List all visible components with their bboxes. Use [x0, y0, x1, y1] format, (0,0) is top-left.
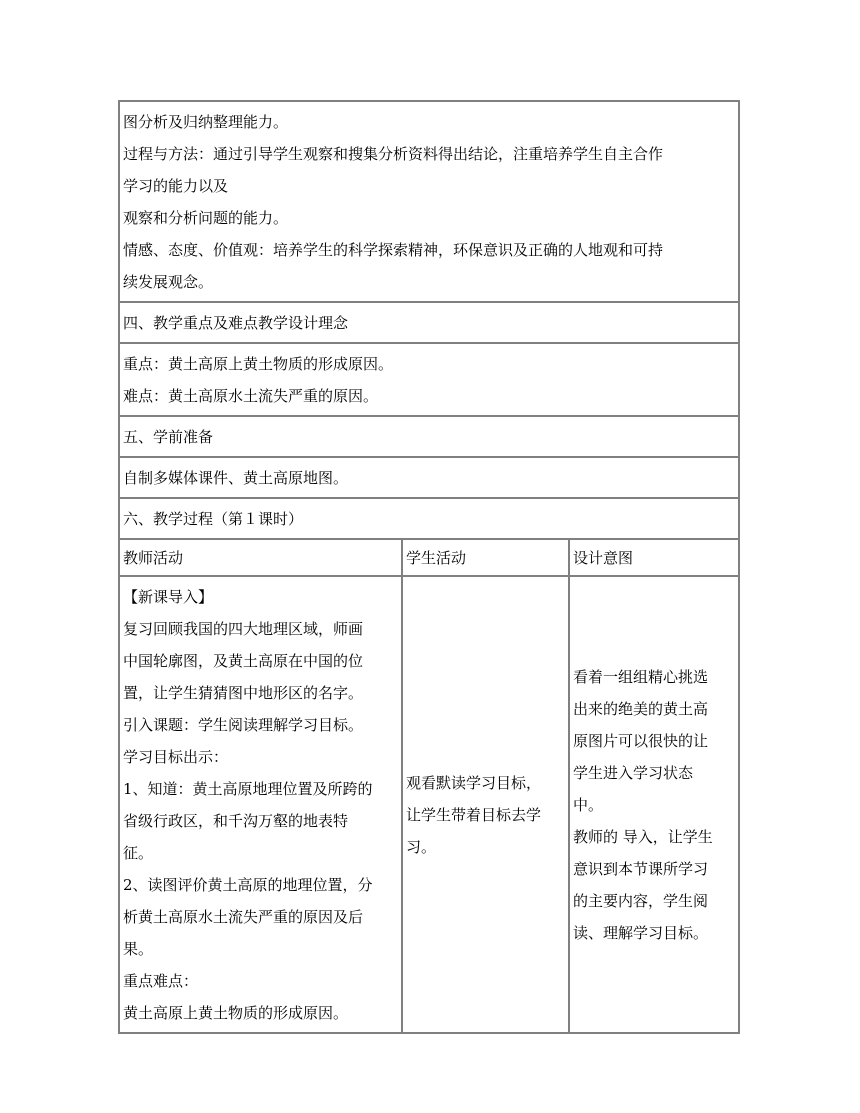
section6-title: 六、教学过程（第１课时） — [123, 510, 304, 528]
intent-line: 原图片可以很快的让 — [573, 732, 709, 750]
header-design-intent: 设计意图 — [573, 549, 634, 567]
objectives-line: 观察和分析问题的能力。 — [123, 209, 289, 227]
section5-title-row — [120, 417, 738, 458]
difficult-point-line: 难点：黄土高原水土流失严重的原因。 — [123, 387, 379, 405]
objectives-line: 续发展观念。 — [123, 273, 214, 291]
teacher-line: 复习回顾我国的四大地理区域，师画 — [123, 620, 364, 638]
objectives-line: 学习的能力以及 — [123, 177, 229, 195]
objectives-row — [120, 102, 738, 303]
teacher-line: 省级行政区，和千沟万壑的地表特 — [123, 812, 349, 830]
intent-line: 看着一组组精心挑选 — [573, 668, 709, 686]
section6-title-row — [120, 499, 738, 540]
document-page — [118, 100, 740, 1034]
student-activity-cell — [403, 743, 544, 866]
teacher-line: 黄土高原上黄土物质的形成原因。 — [123, 1004, 349, 1022]
teacher-activity-cell — [120, 577, 401, 1032]
header-student-activity: 学生活动 — [406, 549, 467, 567]
teacher-line: 中国轮廓图，及黄土高原在中国的位 — [123, 652, 364, 670]
section4-title: 四、教学重点及难点教学设计理念 — [123, 314, 349, 332]
teacher-line: 置，让学生猜猜图中地形区的名字。 — [123, 684, 364, 702]
teacher-line: 【新课导入】 — [123, 588, 214, 606]
intent-line: 教师的 导入，让学生 — [573, 828, 713, 846]
section5-title: 五、学前准备 — [123, 428, 214, 446]
objectives-line: 情感、态度、价值观：培养学生的科学探索精神，环保意识及正确的人地观和可持 — [123, 241, 664, 259]
process-header-row — [120, 540, 738, 577]
teacher-line: 析黄土高原水土流失严重的原因及后 — [123, 908, 364, 926]
student-line: 习。 — [406, 838, 437, 856]
process-body-row — [120, 577, 738, 1032]
intent-line: 读、理解学习目标。 — [573, 924, 709, 942]
section4-title-row — [120, 303, 738, 344]
header-teacher-activity: 教师活动 — [123, 549, 184, 567]
lesson-plan-table — [118, 100, 740, 1034]
teacher-line: 重点难点： — [123, 972, 199, 990]
section5-content-row — [120, 458, 738, 499]
teacher-line: 征。 — [123, 844, 154, 862]
student-line: 观看默读学习目标， — [406, 774, 542, 792]
section4-content — [120, 344, 738, 415]
intent-line: 出来的绝美的黄土高 — [573, 700, 709, 718]
student-line: 让学生带着目标去学 — [406, 806, 542, 824]
teacher-line: 学习目标出示： — [123, 748, 229, 766]
objectives-line: 过程与方法：通过引导学生观察和搜集分析资料得出结论，注重培养学生自主合作 — [123, 145, 664, 163]
teacher-line: 2、读图评价黄土高原的地理位置，分 — [123, 876, 373, 894]
section4-content-row — [120, 344, 738, 417]
key-point-line: 重点：黄土高原上黄土物质的形成原因。 — [123, 355, 394, 373]
objectives-line: 图分析及归纳整理能力。 — [123, 113, 289, 131]
design-intent-cell — [570, 657, 716, 952]
teacher-line: 引入课题：学生阅读理解学习目标。 — [123, 716, 364, 734]
intent-line: 意识到本节课所学习 — [573, 860, 709, 878]
objectives-cell — [120, 102, 738, 301]
teacher-line: 果。 — [123, 940, 154, 958]
section5-content: 自制多媒体课件、黄土高原地图。 — [123, 469, 349, 487]
intent-line: 学生进入学习状态 — [573, 764, 694, 782]
teacher-line: 1、知道：黄土高原地理位置及所跨的 — [123, 780, 373, 798]
intent-line: 中。 — [573, 796, 604, 814]
intent-line: 的主要内容，学生阅 — [573, 892, 709, 910]
